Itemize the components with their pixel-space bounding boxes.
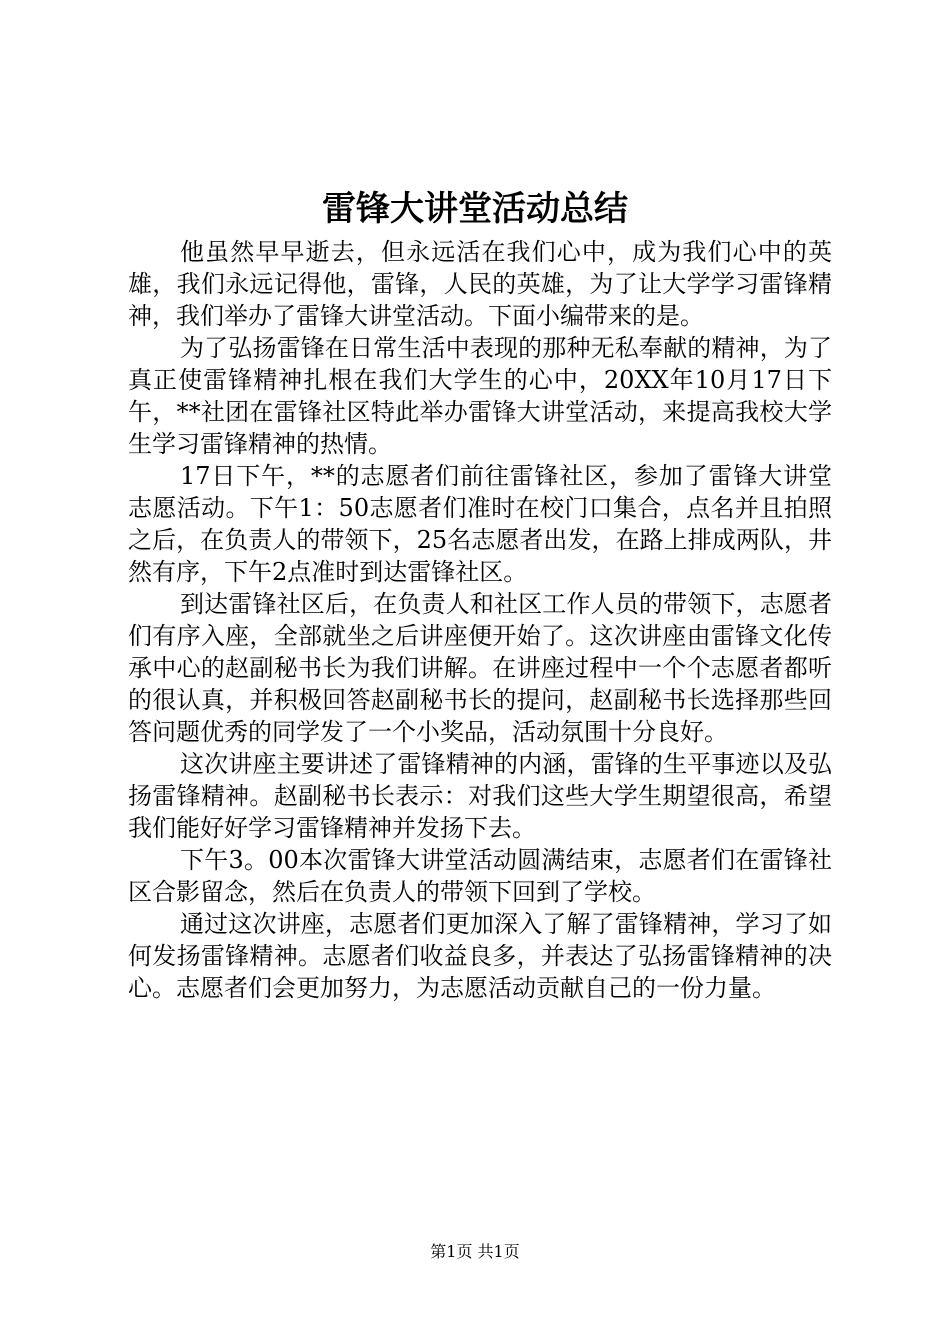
paragraph: 到达雷锋社区后，在负责人和社区工作人员的带领下，志愿者们有序入座，全部就坐之后讲座便开始了。这次讲座由雷锋文化传承中心的赵副秘书长为我们讲解。在讲座过程中一个个志愿者都听的很认真，并积极回答赵副秘书长的提问，赵副秘书长选择那些回答问题优秀的同学发了一个小奖品，活动氛围十分良好。	[128, 590, 832, 746]
paragraph: 通过这次讲座，志愿者们更加深入了解了雷锋精神，学习了如何发扬雷锋精神。志愿者们收益良多，并表达了弘扬雷锋精神的决心。志愿者们会更加努力，为志愿活动贡献自己的一份力量。	[128, 910, 832, 1002]
paragraph: 他虽然早早逝去，但永远活在我们心中，成为我们心中的英雄，我们永远记得他，雷锋，人民的英雄，为了让大学学习雷锋精神，我们举办了雷锋大讲堂活动。下面小编带来的是。	[128, 238, 832, 330]
paragraph: 下午3。00本次雷锋大讲堂活动圆满结束，志愿者们在雷锋社区合影留念，然后在负责人的带领下回到了学校。	[128, 846, 832, 906]
paragraph: 为了弘扬雷锋在日常生活中表现的那种无私奉献的精神，为了真正使雷锋精神扎根在我们大学生的心中，20XX年10月17日下午，**社团在雷锋社区特此举办雷锋大讲堂活动，来提高我校大学生学习雷锋精神的热情。	[128, 334, 832, 458]
paragraph: 这次讲座主要讲述了雷锋精神的内涵，雷锋的生平事迹以及弘扬雷锋精神。赵副秘书长表示：对我们这些大学生期望很高，希望我们能好好学习雷锋精神并发扬下去。	[128, 750, 832, 842]
document-title: 雷锋大讲堂活动总结	[322, 189, 628, 229]
paragraph: 17日下午，**的志愿者们前往雷锋社区，参加了雷锋大讲堂志愿活动。下午1：50志愿者们准时在校门口集合，点名并且拍照之后，在负责人的带领下，25名志愿者出发，在路上排成两队，井然有序，下午2点准时到达雷锋社区。	[128, 462, 832, 586]
page-footer: 第1页 共1页	[430, 1242, 520, 1261]
document-body	[128, 236, 832, 1004]
